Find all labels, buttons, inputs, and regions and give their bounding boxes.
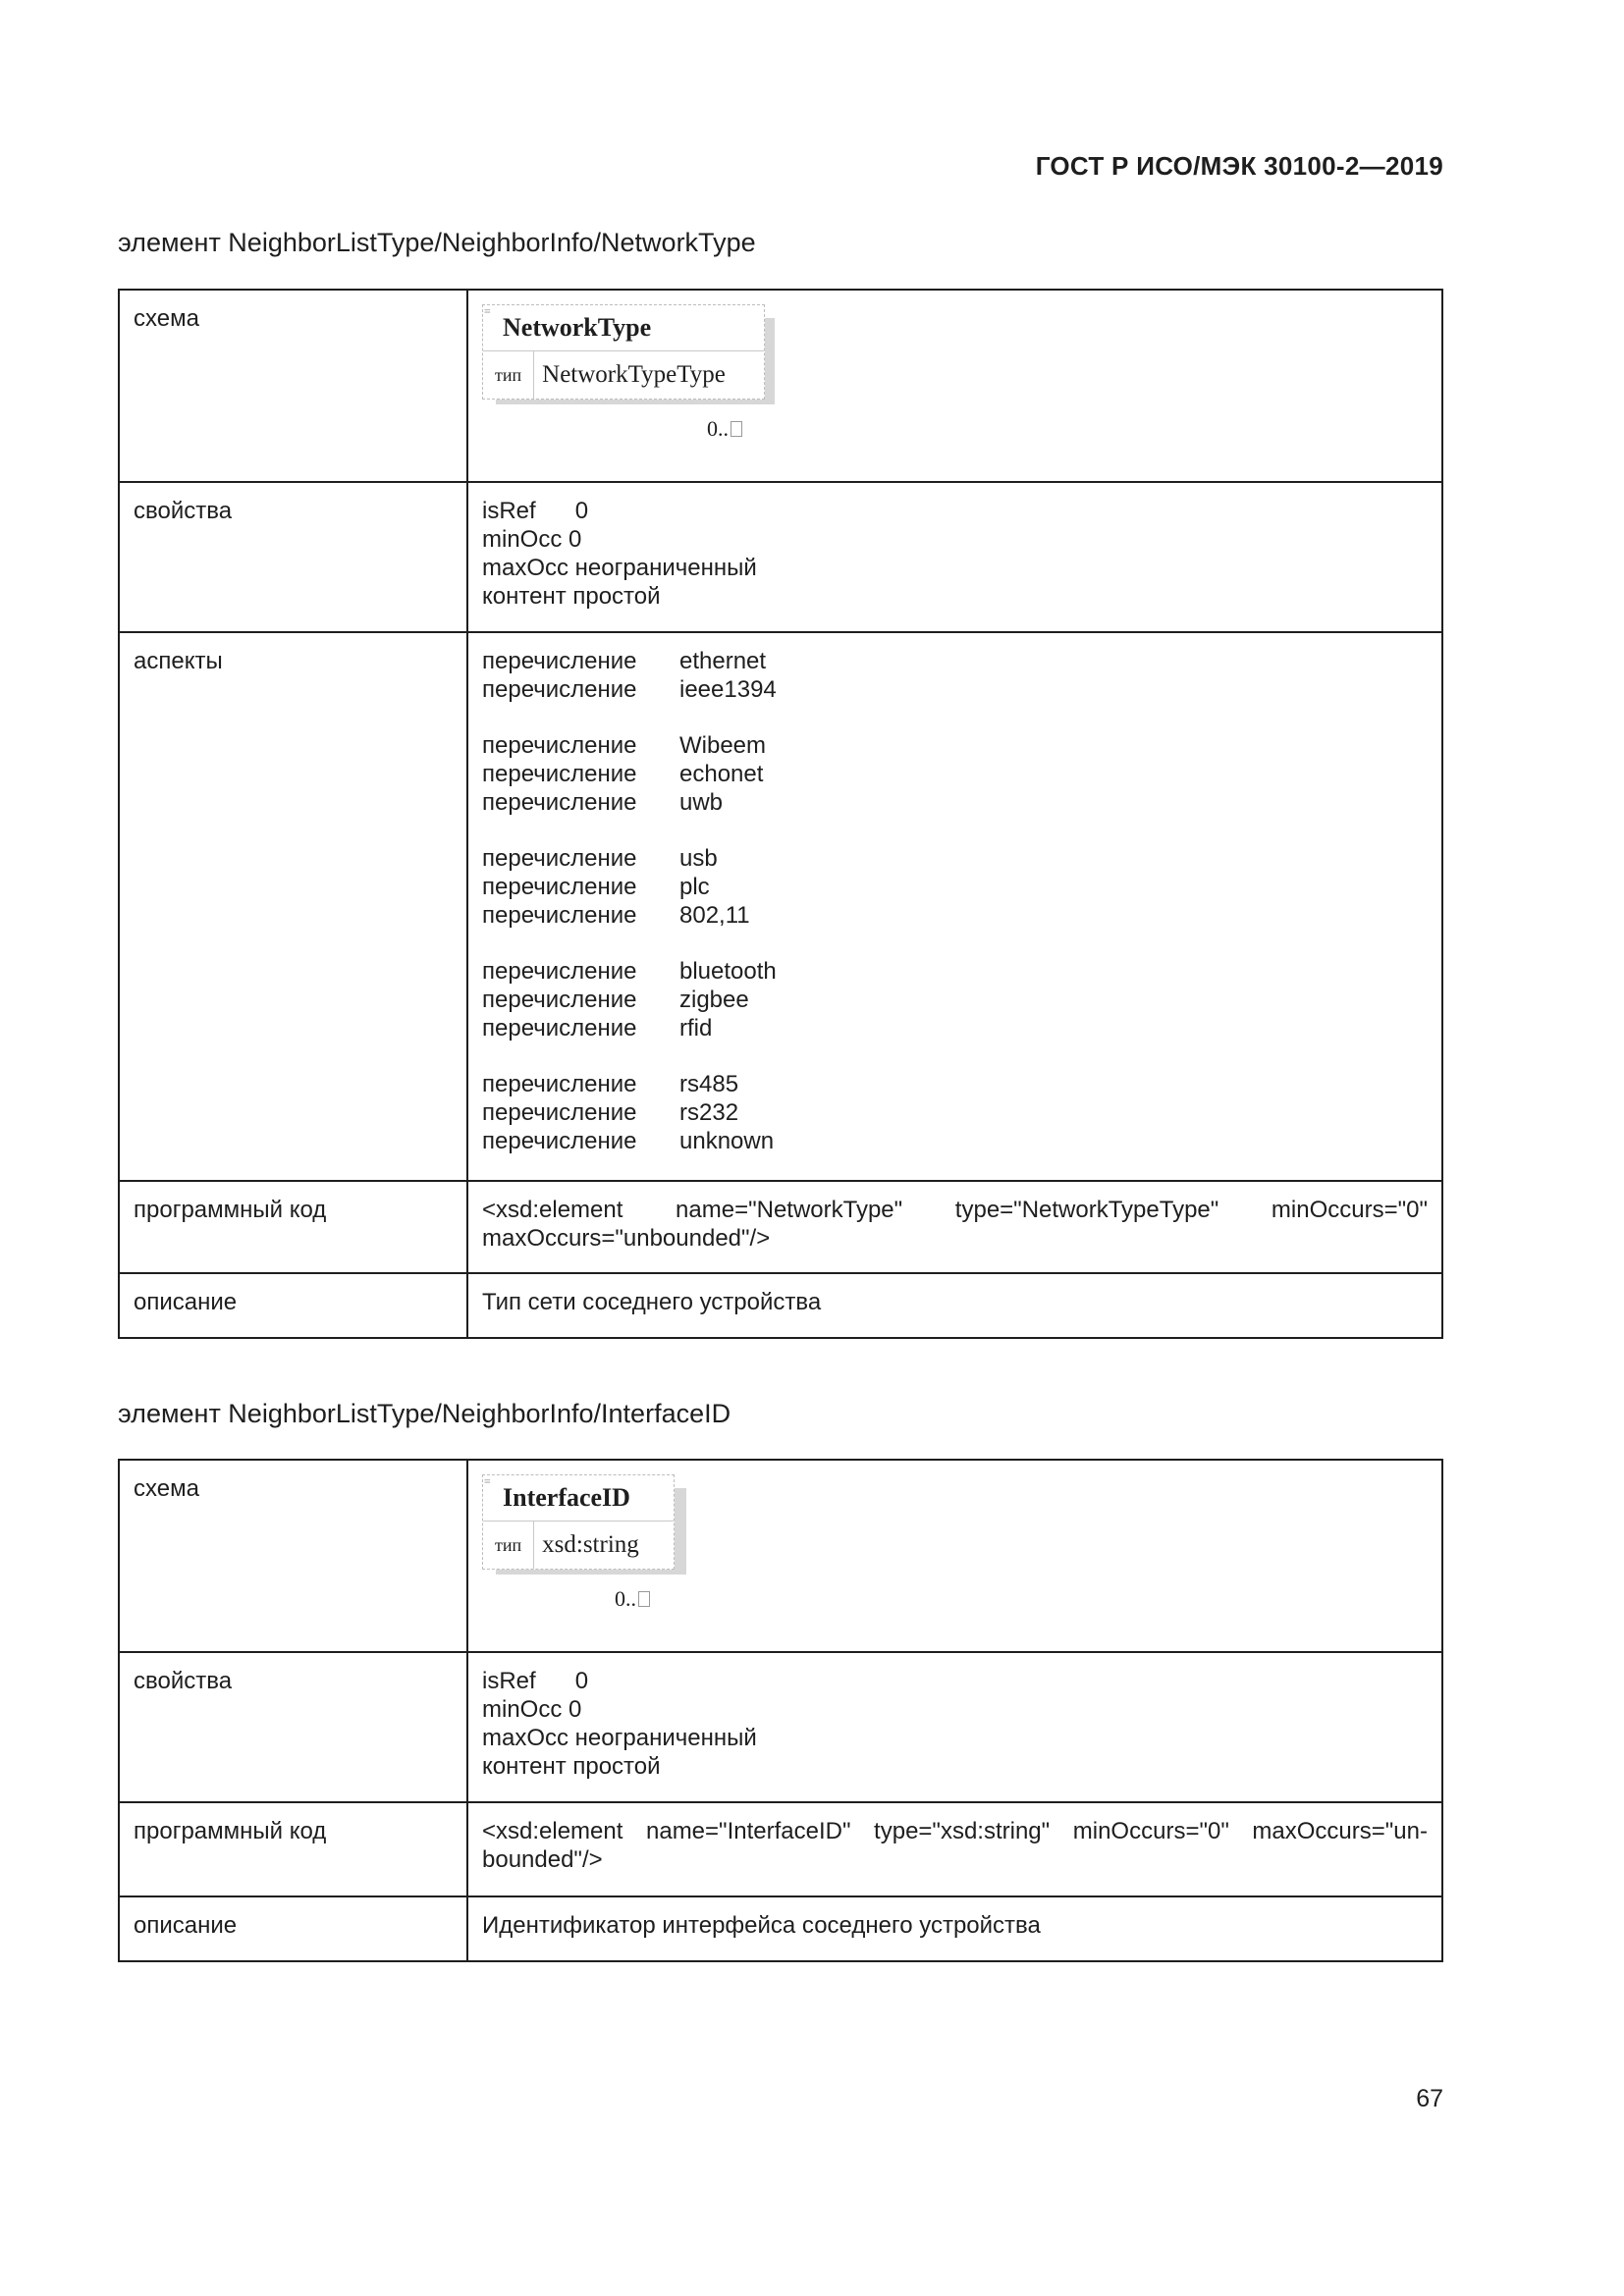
enum-row: перечисление 802,11	[482, 902, 750, 929]
enum-row: перечисление rfid	[482, 1015, 713, 1041]
section-title: элемент NeighborListType/NeighborInfo/InterfaceID	[118, 1399, 731, 1428]
xsd-type-value: NetworkTypeType	[542, 361, 726, 388]
enum-group	[482, 957, 1428, 1042]
facets-cell	[467, 632, 1442, 1181]
enum-group	[482, 731, 1428, 817]
document-header: ГОСТ Р ИСО/МЭК 30100-2—2019	[1035, 151, 1443, 181]
element-table	[118, 1459, 1443, 1962]
row-label-properties: свойства	[119, 482, 467, 632]
property-content: контент простой	[482, 1753, 661, 1780]
property-isref: isRef 0	[482, 1668, 589, 1694]
enum-group	[482, 1070, 1428, 1155]
property-maxocc: maxOcc неограниченный	[482, 1725, 757, 1751]
xsd-element-box	[482, 304, 765, 400]
enum-row: перечисление uwb	[482, 789, 724, 816]
code-cell: <xsd:element name="NetworkType" type="NetworkTypeType" minOccurs="0" maxOccurs="unbounded"/>	[467, 1181, 1442, 1273]
element-table	[118, 289, 1443, 1339]
enum-row: перечисление usb	[482, 845, 718, 872]
property-maxocc: maxOcc неограниченный	[482, 555, 757, 581]
enum-row: перечисление echonet	[482, 761, 764, 787]
unbounded-box-icon	[638, 1591, 650, 1607]
xsd-element-name: NetworkType	[483, 305, 764, 351]
row-label-code: программный код	[119, 1802, 467, 1896]
description-cell: Тип сети соседнего устройства	[467, 1273, 1442, 1338]
occurrence-label: 0..	[707, 414, 742, 443]
enum-row: перечисление rs485	[482, 1071, 739, 1097]
properties-cell	[467, 482, 1442, 632]
property-content: контент простой	[482, 583, 661, 610]
enum-row: перечисление unknown	[482, 1128, 775, 1154]
row-label-properties: свойства	[119, 1652, 467, 1802]
section-title: элемент NeighborListType/NeighborInfo/NetworkType	[118, 228, 756, 257]
property-isref: isRef 0	[482, 498, 589, 524]
enum-row: перечисление bluetooth	[482, 958, 777, 985]
property-minocc: minOcc 0	[482, 526, 582, 553]
properties-cell	[467, 1652, 1442, 1802]
page-number: 67	[1416, 2085, 1443, 2112]
xsd-element-box	[482, 1474, 675, 1570]
xsd-type-value: xsd:string	[542, 1531, 639, 1558]
row-label-description: описание	[119, 1273, 467, 1338]
row-label-schema: схема	[119, 1460, 467, 1652]
code-cell: <xsd:element name="InterfaceID" type="xsd:string" minOccurs="0" maxOccurs="un-bounded"/>	[467, 1802, 1442, 1896]
unbounded-box-icon	[731, 421, 742, 437]
description-cell: Идентификатор интерфейса соседнего устройства	[467, 1896, 1442, 1961]
schema-cell	[467, 290, 1442, 482]
enum-row: перечисление rs232	[482, 1099, 739, 1126]
xsd-diagram	[482, 1474, 1428, 1637]
enum-row: перечисление ethernet	[482, 648, 767, 674]
element-corner-icon: ≡	[484, 1474, 491, 1488]
enum-group	[482, 844, 1428, 930]
enum-group	[482, 647, 1428, 704]
enum-row: перечисление Wibeem	[482, 732, 767, 759]
element-corner-icon: ≡	[484, 304, 491, 318]
property-minocc: minOcc 0	[482, 1696, 582, 1723]
xsd-element-name: InterfaceID	[483, 1475, 674, 1522]
enum-row: перечисление zigbee	[482, 987, 749, 1013]
xsd-diagram	[482, 304, 1428, 467]
row-label-description: описание	[119, 1896, 467, 1961]
row-label-facets: аспекты	[119, 632, 467, 1181]
xsd-type-key: тип	[483, 351, 534, 399]
row-label-schema: схема	[119, 290, 467, 482]
xsd-type-key: тип	[483, 1522, 534, 1569]
schema-cell	[467, 1460, 1442, 1652]
occurrence-label: 0..	[615, 1584, 650, 1613]
row-label-code: программный код	[119, 1181, 467, 1273]
enum-row: перечисление ieee1394	[482, 676, 777, 703]
enum-row: перечисление plc	[482, 874, 710, 900]
